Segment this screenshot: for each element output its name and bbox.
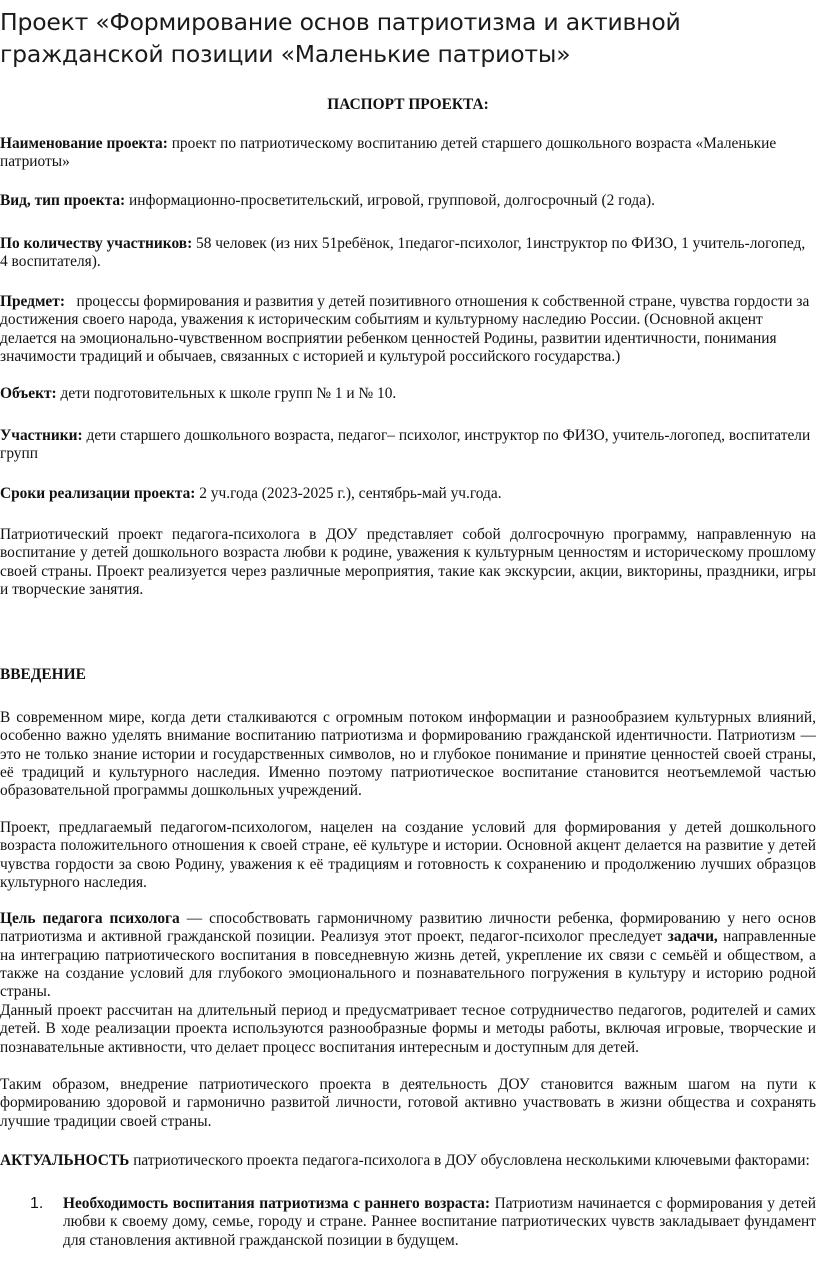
passport-type [0, 192, 816, 210]
passport-type-label: Вид, тип проекта: [0, 192, 126, 209]
intro-paragraph-2: Проект, предлагаемый педагогом-психологом, нацелен на создание условий для формирования у детей дошкольного возраста положительного отношения к своей стране, её культуре и истории. Основной акцент делается на развитие у детей чувства гордости за свою Родину, уважения к её традициям и готовность к сохранению и продолжению лучших образцов культурного наследия. [0, 819, 816, 891]
passport-participants-count-text: 58 человек (из них 51ребёнок, 1педагог-психолог, 1инструктор по ФИЗО, 1 учитель-логопед, 4 воспитателя). [0, 235, 806, 271]
goal-label: Цель педагога психолога [0, 910, 180, 927]
list-item-label: Необходимость воспитания патриотизма с раннего возраста: [63, 1195, 490, 1212]
list-item-text: Патриотизм начинается с формирования у детей любви к своему дому, семье, городу и стране. Раннее воспитание патриотических чувств закладывает фундамент для становления активной гражданской позиции в будущем. [63, 1195, 816, 1249]
passport-terms [0, 485, 816, 503]
intro-paragraph-4: Данный проект рассчитан на длительный период и предусматривает тесное сотрудничество педагогов, родителей и самих детей. В ходе реализации проекта используются разнообразные формы и методы работы, включая игровые, творческие и познавательные активности, что делает процесс воспитания интересным и доступным для детей. [0, 1002, 816, 1056]
passport-object [0, 385, 816, 403]
goal-tasks: задачи, [667, 928, 718, 946]
relevance-label: АКТУАЛЬНОСТЬ [0, 1152, 130, 1169]
passport-name-text: проект по патриотическому воспитанию детей старшего дошкольного возраста «Маленькие патриоты» [0, 135, 777, 171]
intro-heading [0, 666, 816, 684]
passport-participants-text: дети старшего дошкольного возраста, педагог– психолог, инструктор по ФИЗО, учитель-логопед, воспитатели групп [0, 427, 811, 463]
passport-participants-label: Участники: [0, 427, 83, 444]
passport-name [0, 135, 816, 172]
intro-paragraph-1: В современном мире, когда дети сталкиваются с огромным потоком информации и разнообразием культурных влияний, особенно важно уделять внимание воспитанию патриотизма и формированию гражданской идентичности. Патриотизм — это не только знание истории и государственных символов, но и глубокое понимание и принятие ценностей своей страны, её традиций и культурного наследия. Именно поэтому патриотическое воспитание становится неотъемлемой частью образовательной программы дошкольных учреждений. [0, 709, 816, 800]
document-title: Проект «Формирование основ патриотизма и активной гражданской позиции «Маленькие патриоты» [0, 8, 681, 68]
list-item-body [63, 1195, 816, 1250]
passport-object-label: Объект: [0, 385, 57, 402]
passport-participants-count-label: По количеству участников: [0, 235, 193, 252]
relevance-text: патриотического проекта педагога-психолога в ДОУ обусловлена несколькими ключевыми факторами: [129, 1152, 810, 1169]
goal-text-2: направленные на интеграцию патриотического воспитания в повседневную жизнь детей, укрепление их связи с семьёй и обществом, а также на создание условий для глубокого эмоционального и познавательного погружения в культуру и историю родной страны. [0, 928, 816, 1001]
passport-participants [0, 427, 816, 464]
passport-participants-count [0, 235, 816, 272]
passport-subject-text: процессы формирования и развития у детей позитивного отношения к собственной стране, чувства гордости за достижения своего народа, уважения к историческим событиям и культурному наследию России. (Основной акцент делается на эмоционально-чувственном восприятии ребенком ценностей Родины, развитии идентичности, понимания значимости традиций и обычаев, связанных с историей и культурой российского государства.) [0, 293, 814, 365]
passport-type-text: информационно-просветительский, игровой, групповой, долгосрочный (2 года). [125, 192, 655, 209]
passport-heading [0, 96, 816, 114]
passport-summary: Патриотический проект педагога-психолога в ДОУ представляет собой долгосрочную программу, направленную на воспитание у детей дошкольного возраста любви к родине, уважения к культурным ценностям и историческому прошлому своей страны. Проект реализуется через различные мероприятия, такие как экскурсии, акции, викторины, праздники, игры и творческие занятия. [0, 526, 816, 598]
goal-text-1: — способствовать гармоничному развитию личности ребенка, формированию у него основ патриотизма и активной гражданской позиции. Реализуя этот проект, педагог-психолог преследует [0, 910, 816, 946]
passport-object-text: дети подготовительных к школе групп № 1 и № 10. [56, 385, 397, 402]
passport-name-label: Наименование проекта: [0, 135, 168, 152]
passport-terms-text: 2 уч.года (2023-2025 г.), сентябрь-май уч.года. [195, 485, 502, 502]
relevance-paragraph [0, 1152, 816, 1170]
relevance-list-item [0, 1195, 816, 1250]
intro-paragraph-5: Таким образом, внедрение патриотического проекта в деятельность ДОУ становится важным шагом на пути к формированию здоровой и гармонично развитой личности, готовой активно участвовать в жизни общества и сохранять лучшие традиции своей страны. [0, 1076, 816, 1130]
passport-terms-label: Сроки реализации проекта: [0, 485, 196, 502]
intro-heading-text: ВВЕДЕНИЕ [0, 666, 86, 683]
intro-goal-paragraph [0, 910, 816, 1001]
passport-subject [0, 293, 816, 366]
passport-heading-text: ПАСПОРТ ПРОЕКТА: [327, 96, 489, 113]
passport-subject-label: Предмет: [0, 293, 65, 310]
list-marker: 1. [30, 1195, 44, 1212]
